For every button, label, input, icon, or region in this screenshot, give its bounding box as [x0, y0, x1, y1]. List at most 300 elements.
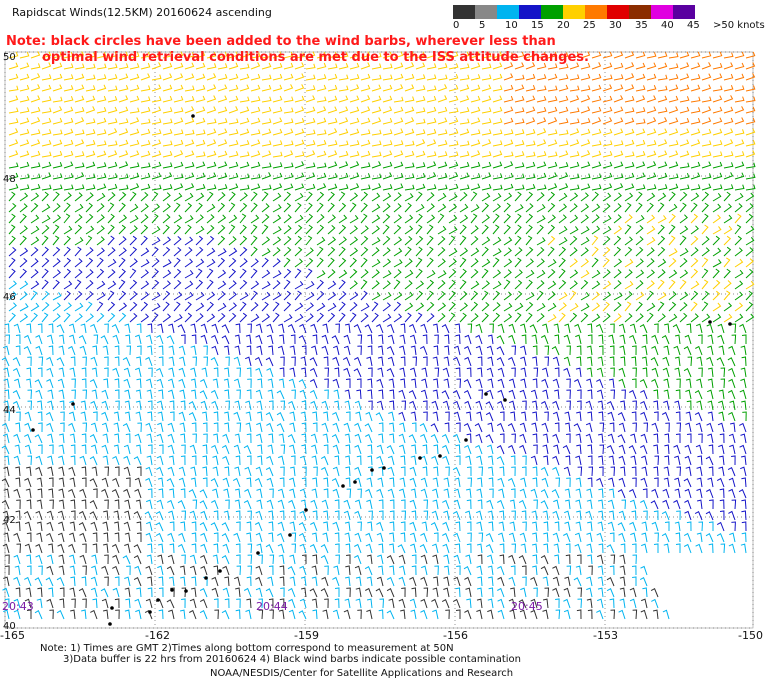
wind-barb	[147, 544, 152, 553]
wind-barb	[372, 118, 381, 125]
wind-barb	[350, 292, 358, 300]
wind-barb	[240, 203, 247, 212]
wind-barb	[192, 335, 196, 344]
wind-barb	[350, 118, 359, 124]
wind-barb	[433, 555, 439, 564]
wind-barb	[464, 424, 471, 432]
wind-barb	[372, 248, 379, 257]
wind-barb	[620, 566, 625, 575]
wind-barb	[240, 185, 249, 190]
wind-barb	[48, 467, 54, 476]
wind-barb	[196, 85, 205, 91]
wind-barb	[564, 588, 570, 597]
wind-barb	[310, 380, 317, 388]
wind-barb	[295, 269, 301, 278]
wind-barb	[163, 151, 172, 157]
wind-barb	[284, 151, 293, 158]
wind-barb	[383, 225, 389, 234]
wind-barb	[163, 259, 171, 267]
wind-barb	[130, 204, 138, 212]
wind-barb	[592, 215, 599, 223]
wind-barb	[58, 379, 64, 388]
wind-barb	[218, 96, 227, 102]
wind-barb	[328, 96, 337, 102]
wind-barb	[174, 314, 182, 322]
wind-barb	[141, 151, 150, 157]
wind-barb	[240, 97, 249, 102]
wind-barb	[46, 578, 53, 586]
wind-barb	[746, 259, 753, 267]
wind-barb	[235, 467, 241, 476]
wind-barb	[9, 303, 16, 311]
wind-barb	[234, 357, 240, 366]
wind-barb	[718, 324, 724, 333]
wind-barb	[519, 556, 526, 564]
wind-barb	[38, 324, 42, 333]
wind-barb	[482, 193, 490, 201]
wind-barb	[317, 225, 323, 234]
wind-barb	[453, 358, 460, 366]
wind-barb	[543, 390, 549, 399]
wind-barb	[629, 523, 636, 532]
wind-barb	[75, 237, 83, 245]
wind-barb	[680, 215, 687, 223]
wind-barb	[545, 346, 549, 355]
wind-barb	[235, 346, 240, 355]
wind-barb	[86, 85, 95, 91]
wind-barb	[225, 500, 229, 509]
wind-barb	[746, 97, 755, 102]
wind-barb	[163, 163, 172, 169]
wind-barb	[467, 368, 471, 377]
wind-barb	[119, 203, 125, 212]
wind-barb	[174, 184, 183, 191]
wind-barb	[388, 489, 394, 498]
wind-barb	[401, 456, 406, 465]
wind-barb	[614, 151, 623, 157]
wind-barb	[112, 479, 119, 487]
wind-barb	[42, 204, 50, 212]
wind-barb	[696, 445, 702, 454]
wind-barb	[504, 152, 513, 157]
wind-barb	[170, 412, 174, 421]
wind-barb	[251, 247, 257, 256]
wind-barb	[713, 280, 720, 289]
wind-barb	[251, 215, 259, 223]
wind-barb	[388, 467, 394, 476]
wind-barb	[310, 391, 317, 399]
wind-barb	[442, 501, 449, 509]
wind-barb	[180, 434, 185, 443]
wind-barb	[609, 456, 614, 465]
wind-barb	[367, 379, 372, 388]
wind-barb	[669, 280, 675, 289]
wind-barb	[383, 129, 392, 135]
wind-barb	[339, 313, 345, 322]
wind-barb	[592, 141, 601, 146]
wind-barb	[268, 346, 273, 355]
wind-barb	[168, 379, 174, 388]
wind-barb	[746, 107, 755, 113]
wind-barb	[222, 336, 229, 344]
wind-barb	[91, 445, 97, 454]
wind-barb	[31, 117, 40, 124]
wind-barb	[532, 357, 537, 366]
wind-barb	[222, 325, 229, 333]
wind-barb	[498, 324, 504, 333]
wind-barb	[457, 379, 461, 388]
wind-barb	[471, 85, 480, 91]
wind-barb	[108, 203, 114, 212]
wind-barb	[112, 567, 119, 575]
wind-barb	[559, 74, 568, 80]
wind-barb	[526, 280, 532, 289]
wind-barb	[746, 174, 755, 179]
wind-barb	[119, 237, 126, 246]
wind-barb	[15, 445, 20, 454]
wind-barb	[251, 192, 257, 201]
wind-barb	[454, 346, 460, 355]
wind-barb	[742, 522, 746, 531]
wind-barb	[178, 325, 185, 333]
wind-barb	[119, 96, 128, 103]
wind-barb	[471, 192, 477, 201]
wind-barb	[512, 544, 516, 553]
wind-barb	[141, 86, 150, 92]
wind-barb	[522, 456, 526, 465]
wind-barb	[350, 215, 358, 223]
wind-barb	[190, 599, 196, 608]
wind-barb	[520, 346, 526, 355]
wind-barb	[629, 336, 636, 344]
contamination-dot	[110, 606, 114, 610]
wind-barb	[267, 335, 273, 344]
wind-barb	[383, 140, 392, 146]
wind-barb	[669, 96, 678, 102]
wind-barb	[559, 237, 567, 245]
wind-barb	[399, 434, 405, 443]
wind-barb	[471, 204, 479, 212]
wind-barb	[399, 555, 405, 564]
wind-barb	[399, 489, 405, 498]
wind-barb	[411, 456, 416, 465]
wind-barb	[476, 456, 482, 465]
wind-barb	[42, 225, 49, 234]
wind-barb	[365, 424, 372, 432]
wind-barb	[344, 423, 350, 432]
wind-barb	[570, 259, 577, 267]
wind-barb	[423, 401, 427, 410]
wind-barb	[152, 237, 160, 245]
wind-barb	[240, 236, 246, 245]
wind-barb	[488, 467, 493, 476]
wind-barb	[597, 390, 603, 399]
wind-barb	[537, 107, 546, 113]
wind-barb	[548, 303, 556, 311]
wind-barb	[631, 456, 636, 465]
wind-barb	[532, 566, 537, 575]
wind-barb	[735, 129, 744, 135]
wind-barb	[724, 303, 731, 311]
wind-barb	[267, 324, 273, 333]
wind-barb	[295, 193, 303, 201]
wind-barb	[234, 379, 240, 388]
wind-barb	[59, 555, 64, 564]
wind-barb	[548, 183, 557, 190]
wind-barb	[735, 270, 743, 278]
wind-barb	[636, 281, 643, 290]
wind-barb	[185, 247, 192, 256]
wind-barb	[182, 588, 186, 597]
wind-barb	[119, 74, 128, 80]
wind-barb	[82, 368, 86, 377]
wind-barb	[81, 610, 86, 619]
wind-barb	[504, 129, 513, 135]
wind-barb	[97, 226, 104, 234]
wind-barb	[629, 446, 636, 454]
wind-barb	[26, 324, 31, 333]
wind-barb	[257, 445, 262, 454]
wind-barb	[735, 173, 744, 179]
wind-barb	[559, 247, 565, 256]
wind-barb	[148, 588, 152, 597]
wind-barb	[687, 434, 691, 443]
wind-barb	[515, 140, 524, 146]
wind-barb	[578, 467, 582, 476]
wind-barb	[614, 74, 623, 80]
wind-barb	[322, 578, 329, 587]
wind-barb	[702, 62, 711, 69]
wind-barb	[548, 269, 555, 278]
wind-barb	[389, 401, 394, 410]
wind-barb	[218, 129, 227, 135]
wind-barb	[247, 522, 251, 531]
wind-barb	[163, 107, 172, 113]
wind-barb	[268, 445, 273, 454]
legend-tick-label: 5	[479, 20, 486, 31]
wind-barb	[504, 85, 513, 91]
wind-barb	[394, 193, 401, 201]
wind-barb	[632, 577, 636, 586]
wind-barb	[2, 424, 9, 432]
wind-barb	[383, 236, 390, 245]
wind-barb	[240, 152, 249, 157]
wind-barb	[251, 85, 260, 91]
wind-barb	[20, 74, 29, 80]
wind-barb	[706, 358, 713, 367]
wind-barb	[114, 445, 119, 454]
wind-barb	[389, 566, 394, 575]
wind-barb	[301, 500, 306, 509]
wind-barb	[405, 303, 412, 311]
wind-barb	[211, 446, 218, 454]
wind-barb	[401, 533, 405, 542]
wind-barb	[14, 534, 21, 543]
wind-barb	[38, 412, 42, 421]
wind-barb	[729, 478, 735, 487]
wind-barb	[350, 96, 359, 102]
wind-barb	[332, 336, 339, 344]
wind-barb	[113, 588, 119, 597]
wind-barb	[724, 151, 733, 157]
wind-barb	[438, 226, 446, 234]
wind-barb	[244, 589, 251, 597]
wind-barb	[603, 129, 612, 135]
wind-barb	[69, 533, 75, 542]
wind-barb	[200, 589, 207, 597]
wind-barb	[400, 610, 405, 619]
wind-barb	[80, 534, 87, 543]
wind-barb	[273, 248, 280, 257]
wind-barb	[201, 324, 207, 333]
wind-barb	[399, 577, 405, 586]
wind-barb	[346, 544, 350, 553]
wind-barb	[614, 183, 623, 190]
wind-barb	[42, 302, 49, 311]
wind-barb	[676, 511, 680, 520]
wind-barb	[746, 204, 753, 213]
wind-barb	[179, 467, 185, 476]
wind-barb	[680, 203, 686, 212]
wind-barb	[724, 236, 730, 245]
wind-barb	[686, 379, 691, 388]
wind-barb	[732, 324, 736, 333]
wind-barb	[256, 533, 262, 542]
wind-barb	[732, 335, 736, 344]
wind-barb	[728, 369, 735, 377]
wind-barb	[625, 281, 633, 289]
wind-barb	[746, 302, 752, 311]
wind-barb	[640, 446, 647, 454]
wind-barb	[333, 522, 339, 531]
wind-barb	[420, 534, 427, 543]
wind-barb	[629, 391, 636, 399]
wind-barb	[300, 544, 306, 553]
wind-barb	[599, 412, 604, 421]
wind-barb	[405, 97, 414, 103]
wind-barb	[453, 534, 460, 543]
wind-barb	[603, 173, 612, 179]
wind-barb	[181, 555, 185, 564]
wind-barb	[350, 269, 357, 278]
wind-barb	[570, 96, 579, 103]
footer-note-1: Note: 1) Times are GMT 2)Times along bottom correspond to measurement at 50N	[40, 643, 454, 654]
wind-barb	[697, 357, 702, 366]
wind-barb	[141, 107, 150, 113]
wind-barb	[213, 555, 218, 564]
wind-barb	[344, 369, 351, 378]
wind-barb	[581, 140, 590, 147]
wind-barb	[357, 610, 361, 619]
wind-barb	[555, 368, 559, 377]
wind-barb	[587, 555, 592, 564]
wind-barb	[526, 96, 535, 102]
wind-barb	[559, 313, 565, 322]
wind-barb	[64, 281, 72, 289]
wind-barb	[135, 567, 142, 576]
wind-barb	[456, 456, 460, 465]
wind-barb	[565, 324, 571, 333]
wind-barb	[185, 313, 191, 322]
wind-barb	[180, 423, 185, 432]
wind-barb	[64, 185, 73, 190]
wind-barb	[377, 555, 383, 564]
wind-barb	[581, 270, 589, 278]
wind-barb	[636, 226, 643, 235]
wind-barb	[555, 599, 559, 608]
wind-barb	[247, 346, 251, 355]
wind-barb	[625, 292, 632, 301]
wind-barb	[245, 467, 251, 476]
wind-barb	[542, 324, 548, 333]
wind-barb	[59, 368, 64, 377]
wind-barb	[696, 544, 702, 553]
wind-barb	[148, 324, 153, 333]
wind-barb	[383, 303, 390, 311]
wind-barb	[731, 522, 735, 531]
wind-barb	[247, 368, 251, 377]
wind-barb	[468, 324, 472, 333]
wind-barb	[735, 236, 741, 245]
wind-barb	[510, 500, 515, 509]
wind-barb	[347, 489, 351, 498]
wind-barb	[620, 588, 625, 597]
wind-barb	[534, 368, 538, 377]
wind-barb	[46, 424, 53, 433]
wind-barb	[545, 588, 549, 597]
contamination-dot	[353, 480, 357, 484]
wind-barb	[433, 467, 438, 476]
wind-barb	[633, 555, 637, 564]
wind-barb	[365, 589, 372, 597]
wind-barb	[456, 368, 460, 377]
wind-barb	[333, 358, 340, 367]
wind-barb	[82, 467, 86, 476]
wind-barb	[387, 325, 394, 333]
wind-barb	[31, 303, 39, 311]
wind-barb	[691, 140, 700, 147]
wind-barb	[361, 163, 370, 169]
wind-barb	[651, 380, 658, 389]
wind-barb	[379, 500, 383, 509]
wind-barb	[196, 118, 205, 124]
wind-barb	[520, 324, 526, 333]
wind-barb	[717, 534, 724, 542]
wind-barb	[59, 445, 64, 454]
wind-barb	[619, 478, 625, 487]
wind-barb	[614, 107, 623, 113]
wind-barb	[559, 258, 565, 267]
wind-barb	[504, 107, 513, 113]
wind-barb	[218, 215, 225, 223]
wind-barb	[158, 555, 164, 564]
wind-barb	[721, 368, 725, 377]
wind-barb	[48, 544, 53, 553]
wind-barb	[157, 423, 163, 432]
wind-barb	[49, 478, 53, 487]
wind-barb	[42, 152, 51, 157]
wind-barb	[500, 555, 504, 564]
contamination-dot	[728, 322, 732, 326]
wind-barb	[211, 523, 218, 531]
wind-barb	[53, 118, 62, 124]
wind-barb	[531, 390, 537, 399]
wind-barb	[609, 335, 615, 344]
wind-barb	[86, 270, 93, 279]
wind-barb	[570, 204, 577, 212]
wind-barb	[691, 129, 700, 135]
lat-label-40: 40	[3, 621, 16, 632]
